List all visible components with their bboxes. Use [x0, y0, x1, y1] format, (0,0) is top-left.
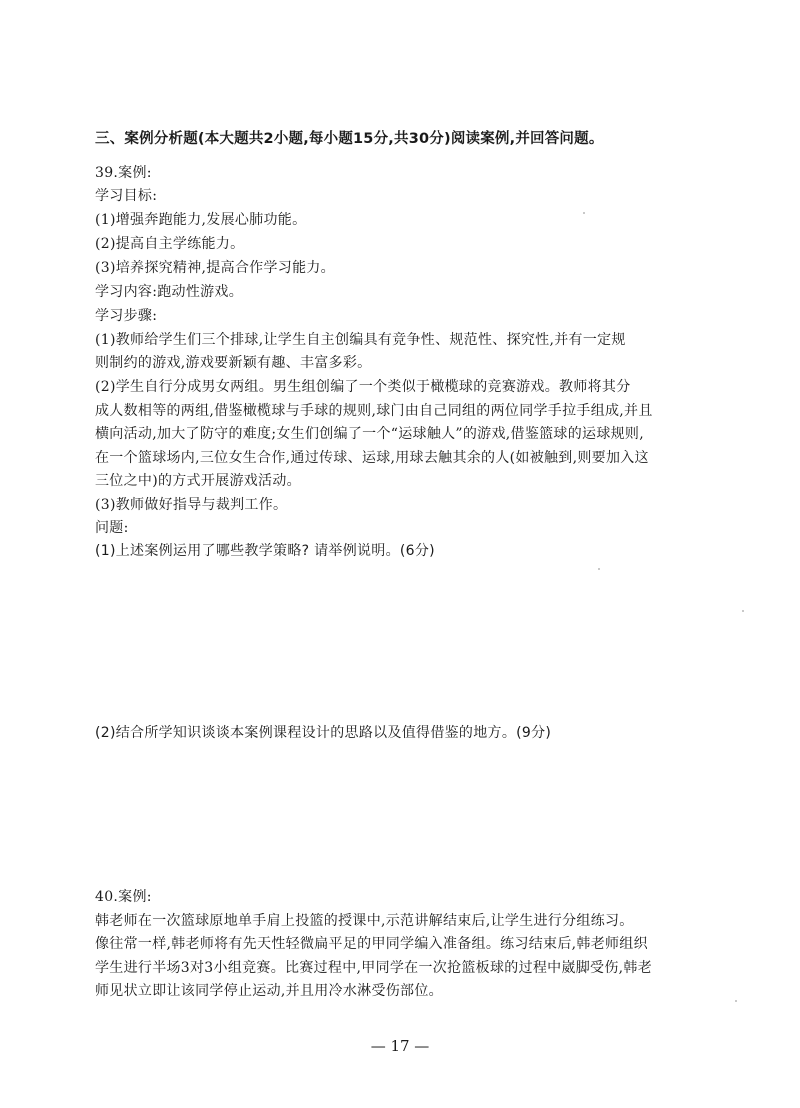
step-1-line: (1)教师给学生们三个排球,让学生自主创编具有竞争性、规范性、探究性,并有一定规 — [95, 332, 626, 348]
objective-item: (3)培养探究精神,提高合作学习能力。 — [95, 260, 335, 276]
case-40-line: 师见状立即让该同学停止运动,并且用冷水淋受伤部位。 — [95, 983, 443, 999]
scan-speck — [735, 1000, 737, 1002]
section-title: 三、案例分析题(本大题共2小题,每小题15分,共30分)阅读案例,并回答问题。 — [95, 131, 604, 147]
scan-speck — [583, 212, 585, 214]
step-2-line: 横向活动,加大了防守的难度;女生们创编了一个“运球触人”的游戏,借鉴篮球的运球规则, — [95, 426, 644, 442]
scan-speck — [742, 610, 744, 612]
step-2-line: 在一个篮球场内,三位女生合作,通过传球、运球,用球去触其余的人(如被触到,则要加入这 — [95, 450, 649, 466]
step-1-line: 则制约的游戏,游戏要新颖有趣、丰富多彩。 — [95, 355, 372, 371]
case-40-line: 像往常一样,韩老师将有先天性轻微扁平足的甲同学编入准备组。练习结束后,韩老师组织 — [95, 936, 648, 952]
scan-speck — [598, 568, 600, 570]
objectives-heading: 学习目标: — [95, 188, 158, 204]
objective-item: (2)提高自主学练能力。 — [95, 236, 245, 252]
learning-content: 学习内容:跑动性游戏。 — [95, 284, 244, 300]
step-2-line: (2)学生自行分成男女两组。男生组创编了一个类似于橄榄球的竞赛游戏。教师将其分 — [95, 379, 631, 395]
case-40-line: 韩老师在一次篮球原地单手肩上投篮的授课中,示范讲解结束后,让学生进行分组练习。 — [95, 913, 634, 929]
question-2: (2)结合所学知识谈谈本案例课程设计的思路以及值得借鉴的地方。(9分) — [95, 725, 552, 741]
questions-heading: 问题: — [95, 520, 129, 536]
page-number: — 17 — — [370, 1037, 430, 1055]
objective-item: (1)增强奔跑能力,发展心肺功能。 — [95, 212, 307, 228]
question-1: (1)上述案例运用了哪些教学策略? 请举例说明。(6分) — [95, 543, 435, 559]
case-40-label: 40.案例: — [95, 889, 152, 905]
step-2-line: 成人数相等的两组,借鉴橄榄球与手球的规则,球门由自己同组的两位同学手拉手组成,并且 — [95, 403, 653, 419]
step-3: (3)教师做好指导与裁判工作。 — [95, 497, 288, 513]
case-40-line: 学生进行半场3对3小组竞赛。比赛过程中,甲同学在一次抢篮板球的过程中崴脚受伤,韩老 — [95, 960, 653, 976]
step-2-line: 三位之中)的方式开展游戏活动。 — [95, 473, 301, 489]
case-39-label: 39.案例: — [95, 165, 152, 181]
steps-heading: 学习步骤: — [95, 308, 158, 324]
